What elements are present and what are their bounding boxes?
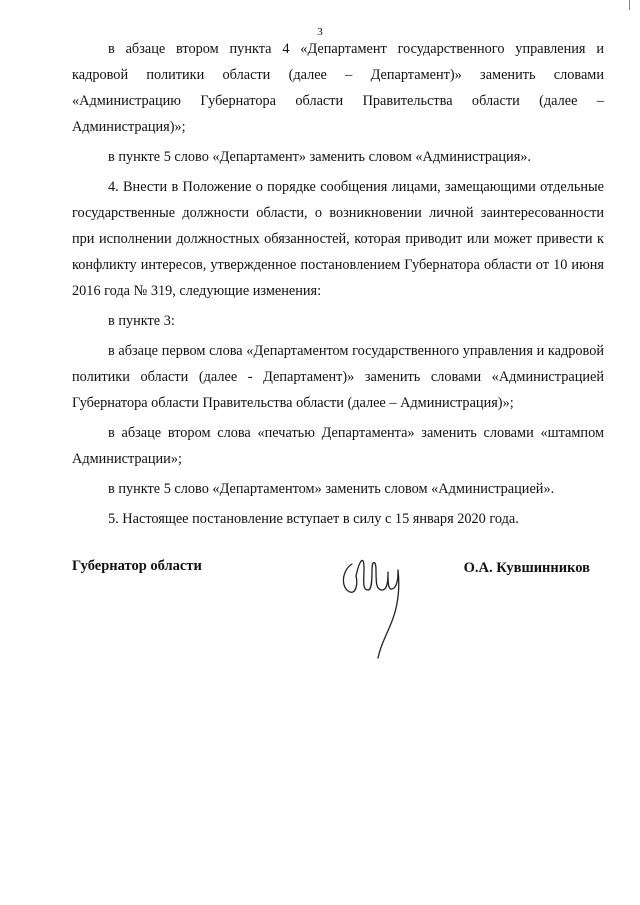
page-edge-mark xyxy=(629,0,630,10)
paragraph-1: в абзаце втором пункта 4 «Департамент государственного управления и кадровой политики области (далее – Департамент)» заменить словами «Администрацию Губернатора области Правительства области (далее – Администрация)»; xyxy=(72,41,604,135)
paragraph-2: в пункте 5 слово «Департамент» заменить словом «Администрация». xyxy=(108,149,532,165)
paragraph-7: в пункте 5 слово «Департаментом» заменить словом «Администрацией». xyxy=(108,481,555,497)
signatory-name: О.А. Кувшинников xyxy=(463,560,590,576)
signatory-position: Губернатор области xyxy=(72,558,202,574)
page-number: 3 xyxy=(317,26,323,38)
document-body xyxy=(72,36,604,536)
paragraph-3: 4. Внести в Положение о порядке сообщения лицами, замещающими отдельные государственные должности области, о возникновении личной заинтересованности при исполнении должностных обязанностей, которая приводит или может привести к конфликту интересов, утвержденное постановлением Губернатора области от 10 июня 2016 года № 319, следующие изменения: xyxy=(72,179,604,299)
paragraph-6: в абзаце втором слова «печатью Департамента» заменить словами «штампом Администрации»; xyxy=(72,425,604,467)
signature-block xyxy=(72,548,604,668)
paragraph-5: в абзаце первом слова «Департаментом государственного управления и кадровой политики области (далее - Департамент)» заменить словами «Администрацией Губернатора области Правительства области (далее – Администрация)»; xyxy=(72,343,604,411)
handwritten-signature xyxy=(338,548,410,660)
paragraph-4: в пункте 3: xyxy=(108,313,175,329)
paragraph-8: 5. Настоящее постановление вступает в силу с 15 января 2020 года. xyxy=(108,511,519,527)
